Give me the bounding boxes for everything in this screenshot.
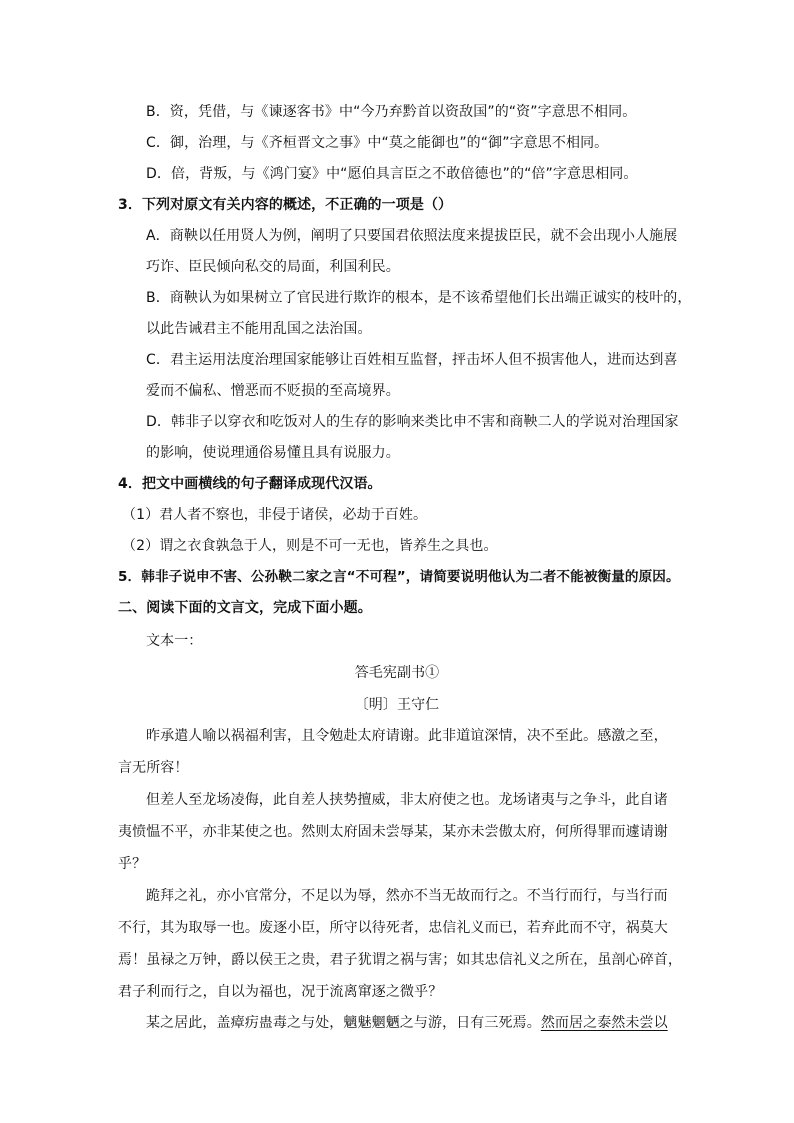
paragraph-2-line3: 乎？	[118, 856, 147, 872]
option-d-q3-line2: 的影响，使说理通俗易懂且具有说服力。	[146, 445, 400, 461]
option-a-q3-line1: A．商鞅以任用贤人为例，阐明了只要国君依照法度来提拔臣民，就不会出现小人施展	[146, 228, 678, 244]
section-2-heading: 二、阅读下面的文言文，完成下面小题。	[118, 600, 372, 616]
option-c-q3-line1: C．君主运用法度治理国家能够让百姓相互监督，抨击坏人但不损害他人，进而达到喜	[146, 352, 678, 368]
paragraph-3-line2: 不行，其为取辱一也。废逐小臣，所守以待死者，忠信礼义而已，若弃此而不守，祸莫大	[118, 920, 668, 936]
passage-title: 答毛宪副书①	[354, 665, 440, 681]
paragraph-4-line1	[146, 1013, 668, 1033]
option-d-q2: D．倍，背叛，与《鸿门宴》中“愿伯具言臣之不敢倍德也”的“倍”字意思相同。	[146, 166, 638, 182]
paragraph-2-line2: 夷愤愠不平，亦非某使之也。然则太府固未尝辱某，某亦未尝傲太府，何所得罪而遽请谢	[118, 824, 668, 840]
option-c-q2: C．御，治理，与《齐桓晋文之事》中“莫之能御也”的“御”字意思不相同。	[146, 135, 609, 151]
option-b-q2: B．资，凭借，与《谏逐客书》中“今乃弃黔首以资敌国”的“资”字意思不相同。	[146, 104, 637, 120]
question-4: 4．把文中画横线的句子翻译成现代汉语。	[118, 476, 382, 492]
question-4-sentence-2: （2）谓之衣食孰急于人，则是不可一无也，皆养生之具也。	[122, 538, 498, 554]
paragraph-2-line1: 但差人至龙场凌侮，此自差人挟势擅威，非太府使之也。龙场诸夷与之争斗，此自诸	[146, 792, 668, 808]
option-b-q3-line1: B．商鞅认为如果树立了官民进行欺诈的根本，是不该希望他们长出端正诚实的枝叶的，	[146, 290, 692, 306]
paragraph-3-line3: 焉！虽禄之万钟，爵以侯王之贵，君子犹谓之祸与害；如其忠信礼义之所在，虽剖心碎首，	[118, 952, 682, 968]
passage-author: 〔明〕王守仁	[354, 697, 440, 713]
paragraph-3-line1: 跪拜之礼，亦小官常分，不足以为辱，然亦不当无故而行之。不当行而行，与当行而	[146, 888, 668, 904]
underlined-sentence: 然而居之泰然未尝以	[540, 1015, 668, 1031]
text-one-label: 文本一：	[146, 633, 203, 649]
option-b-q3-line2: 以此告诫君主不能用乱国之法治国。	[146, 321, 372, 337]
option-a-q3-line2: 巧诈、臣民倾向私交的局面，利国利民。	[146, 259, 400, 275]
option-d-q3-line1: D．韩非子以穿衣和吃饭对人的生存的影响来类比申不害和商鞅二人的学说对治理国家	[146, 414, 679, 430]
question-5: 5．韩非子说申不害、公孙鞅二家之言“不可程”，请简要说明他认为二者不能被衡量的原因。	[118, 569, 680, 585]
question-3: 3．下列对原文有关内容的概述，不正确的一项是（）	[118, 197, 453, 213]
paragraph-1-line1: 昨承遣人喻以祸福利害，且令勉赴太府请谢。此非道谊深情，决不至此。感激之至，	[146, 728, 668, 744]
paragraph-1-line2: 言无所容！	[118, 760, 189, 776]
paragraph-4-text: 某之居此，盖瘴疠蛊毒之与处，魑魅魍魉之与游，日有三死焉。	[146, 1015, 541, 1031]
paragraph-3-line4: 君子利而行之，自以为福也，况于流离窜逐之微乎？	[118, 984, 443, 1000]
option-c-q3-line2: 爱而不偏私、憎恶而不贬损的至高境界。	[146, 383, 400, 399]
question-4-sentence-1: （1）君人者不察也，非侵于诸侯，必劫于百姓。	[122, 507, 428, 523]
